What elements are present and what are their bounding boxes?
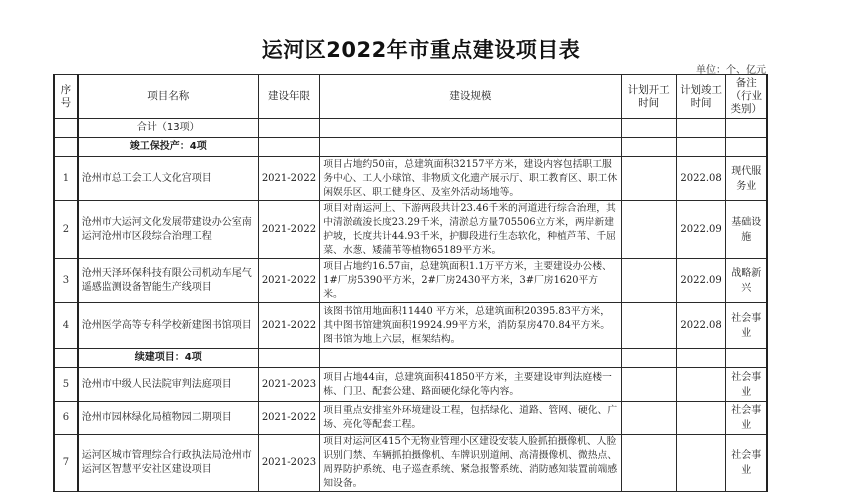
row-note: 基础设施	[726, 201, 767, 259]
total-label: 合计（13项）	[78, 119, 258, 138]
row-start	[621, 368, 676, 402]
row-start	[621, 435, 676, 492]
row-end	[676, 435, 726, 492]
row-end: 2022.08	[676, 157, 726, 201]
document-title: 运河区2022年市重点建设项目表	[261, 38, 581, 62]
row-start	[621, 259, 676, 303]
row-scale: 项目占地约16.57亩，总建筑面积1.1万平方米，主要建设办公楼、1#厂房5390平方米，2#厂房2430平方米，3#厂房1620平方米。	[320, 259, 621, 303]
row-period: 2021-2022	[258, 303, 320, 349]
row-note: 战略新兴	[726, 259, 767, 303]
row-period: 2021-2023	[258, 368, 320, 402]
header-period: 建设年限	[258, 75, 320, 119]
row-scale: 项目占地约50亩，总建筑面积32157平方米，建设内容包括职工服务中心、工人小球馆、非物质文化遗产展示厅、职工教育区、职工休闲娱乐区、职工健身区、及室外活动场地等。	[320, 157, 621, 201]
section-label: 续建项目：4项	[78, 349, 258, 368]
row-note: 社会事业	[726, 303, 767, 349]
row-end: 2022.09	[676, 201, 726, 259]
row-start	[621, 303, 676, 349]
row-index: 7	[54, 435, 78, 492]
row-start	[621, 402, 676, 435]
header-row	[54, 75, 767, 119]
row-period: 2021-2023	[258, 435, 320, 492]
header-scale: 建设规模	[320, 75, 621, 119]
table-row	[54, 157, 767, 201]
row-index: 4	[54, 303, 78, 349]
row-period: 2021-2022	[258, 259, 320, 303]
table-row	[54, 368, 767, 402]
table-row	[54, 259, 767, 303]
row-scale: 该图书馆用地面积11440 平方米，总建筑面积20395.83平方米，其中图书馆建筑面积19924.99平方米，消防泵房470.84平方米。图书馆为地上六层，框架结构。	[320, 303, 621, 349]
row-end: 2022.09	[676, 259, 726, 303]
row-scale: 项目重点安排室外环境建设工程，包括绿化、道路、管网、硬化、广场、亮化等配套工程。	[320, 402, 621, 435]
row-name: 沧州医学高等专科学校新建图书馆项目	[78, 303, 258, 349]
header-start: 计划开工时间	[621, 75, 676, 119]
row-scale: 项目对南运河上、下游两段共计23.46千米的河道进行综合治理，其中清淤疏浚长度23.29千米，清淤总方量705506立方米，两岸新建护坡，长度共计44.93千米，护脚段进行生态软化，种植芦苇、千屈菜、水葱、矮蒲苇等植物65189平方米。	[320, 201, 621, 259]
row-name: 沧州市中级人民法院审判法庭项目	[78, 368, 258, 402]
row-index: 3	[54, 259, 78, 303]
row-name: 沧州市大运河文化发展带建设办公室南运河沧州市区段综合治理工程	[78, 201, 258, 259]
row-note: 社会事业	[726, 402, 767, 435]
row-end	[676, 402, 726, 435]
header-name: 项目名称	[78, 75, 258, 119]
row-period: 2021-2022	[258, 201, 320, 259]
row-index: 1	[54, 157, 78, 201]
row-index: 6	[54, 402, 78, 435]
row-name: 沧州天泽环保科技有限公司机动车尾气遥感监测设备智能生产线项目	[78, 259, 258, 303]
section-row	[54, 138, 767, 157]
section-label: 竣工保投产：4项	[78, 138, 258, 157]
row-start	[621, 201, 676, 259]
row-note: 现代服务业	[726, 157, 767, 201]
table-row	[54, 435, 767, 492]
row-name: 沧州市园林绿化局植物园二期项目	[78, 402, 258, 435]
table-row	[54, 303, 767, 349]
projects-table	[53, 74, 768, 492]
header-note: 备注（行业类别）	[726, 75, 767, 119]
row-start	[621, 157, 676, 201]
unit-label: 单位：个、亿元	[696, 65, 766, 76]
row-period: 2021-2022	[258, 157, 320, 201]
row-end	[676, 368, 726, 402]
table-row	[54, 402, 767, 435]
row-scale: 项目占地44亩，总建筑面积41850平方米，主要建设审判法庭楼一栋、门卫、配套公建、路面硬化绿化等内容。	[320, 368, 621, 402]
row-index: 5	[54, 368, 78, 402]
row-note: 社会事业	[726, 435, 767, 492]
row-period: 2021-2022	[258, 402, 320, 435]
header-end: 计划竣工时间	[676, 75, 726, 119]
row-name: 运河区城市管理综合行政执法局沧州市运河区智慧平安社区建设项目	[78, 435, 258, 492]
total-row	[54, 119, 767, 138]
row-scale: 项目对运河区415个无物业管理小区建设安装人脸抓拍摄像机、人脸识别门禁、车辆抓拍摄像机、车牌识别道闸、高清摄像机、微热点、周界防护系统、电子巡查系统、紧急报警系统、消防感知装置前端感知设备。	[320, 435, 621, 492]
section-row	[54, 349, 767, 368]
header-index: 序号	[54, 75, 78, 119]
row-end: 2022.08	[676, 303, 726, 349]
row-name: 沧州市总工会工人文化宫项目	[78, 157, 258, 201]
row-index: 2	[54, 201, 78, 259]
row-note: 社会事业	[726, 368, 767, 402]
table-row	[54, 201, 767, 259]
